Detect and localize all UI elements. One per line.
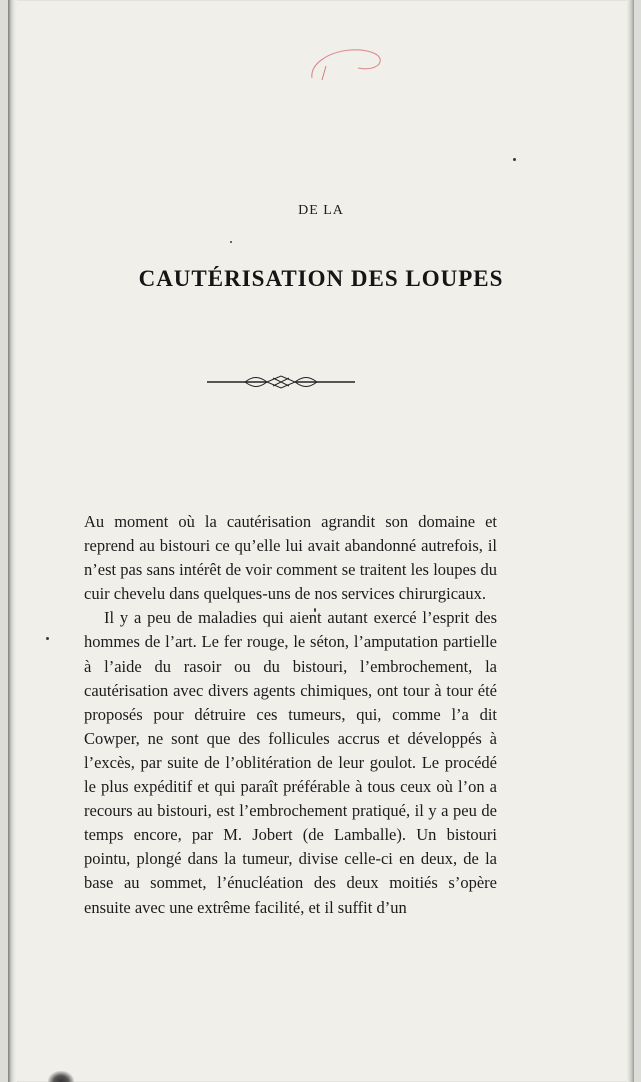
thumb-smudge bbox=[48, 1071, 74, 1082]
speck-mark bbox=[46, 637, 49, 640]
page-heading: DE LA bbox=[298, 203, 344, 218]
page-binding-edge bbox=[8, 0, 17, 1082]
book-page bbox=[8, 0, 634, 1082]
paragraph: Au moment où la cautérisation agrandit son domaine et reprend au bistouri ce qu’elle lui avait abandonné autrefois, il n’est pas sans intérêt de voir comment se traitent les loupes du cuir chevelu dans quelques-uns de nos services chirurgicaux. bbox=[84, 512, 497, 604]
page-right-edge bbox=[627, 0, 634, 1082]
page-title: CAUTÉRISATION DES LOUPES bbox=[138, 266, 504, 291]
pencil-mark-icon bbox=[306, 44, 386, 84]
paragraph: Il y a peu de maladies qui aient autant exercé l’esprit des hommes de l’art. Le fer rouge, le séton, l’amputation partielle à l’aide du rasoir ou du bistouri, l’embrochement, la cautérisation avec divers agents chimiques, ont tour à tour été proposés pour détruire ces tumeurs, qui, comme l’a dit Cowper, ne sont que des follicules accrus et développés à l’excès, par suite de l’oblitération de leur goulot. Le procédé le plus expéditif et qui paraît préférable à tous ceux où l’on a recours au bistouri, est l’embrochement pratiqué, il y a peu de temps encore, par M. Jobert (de Lamballe). Un bistouri pointu, plongé dans la tumeur, divise celle-ci en deux, de la base au sommet, l’énucléation des deux moitiés s’opère ensuite avec une extrême facilité, et il suffit d’un bbox=[84, 608, 497, 917]
ornament-divider-icon bbox=[207, 375, 355, 389]
speck-mark bbox=[513, 158, 516, 161]
speck-mark bbox=[230, 241, 232, 243]
body-text bbox=[84, 510, 497, 920]
